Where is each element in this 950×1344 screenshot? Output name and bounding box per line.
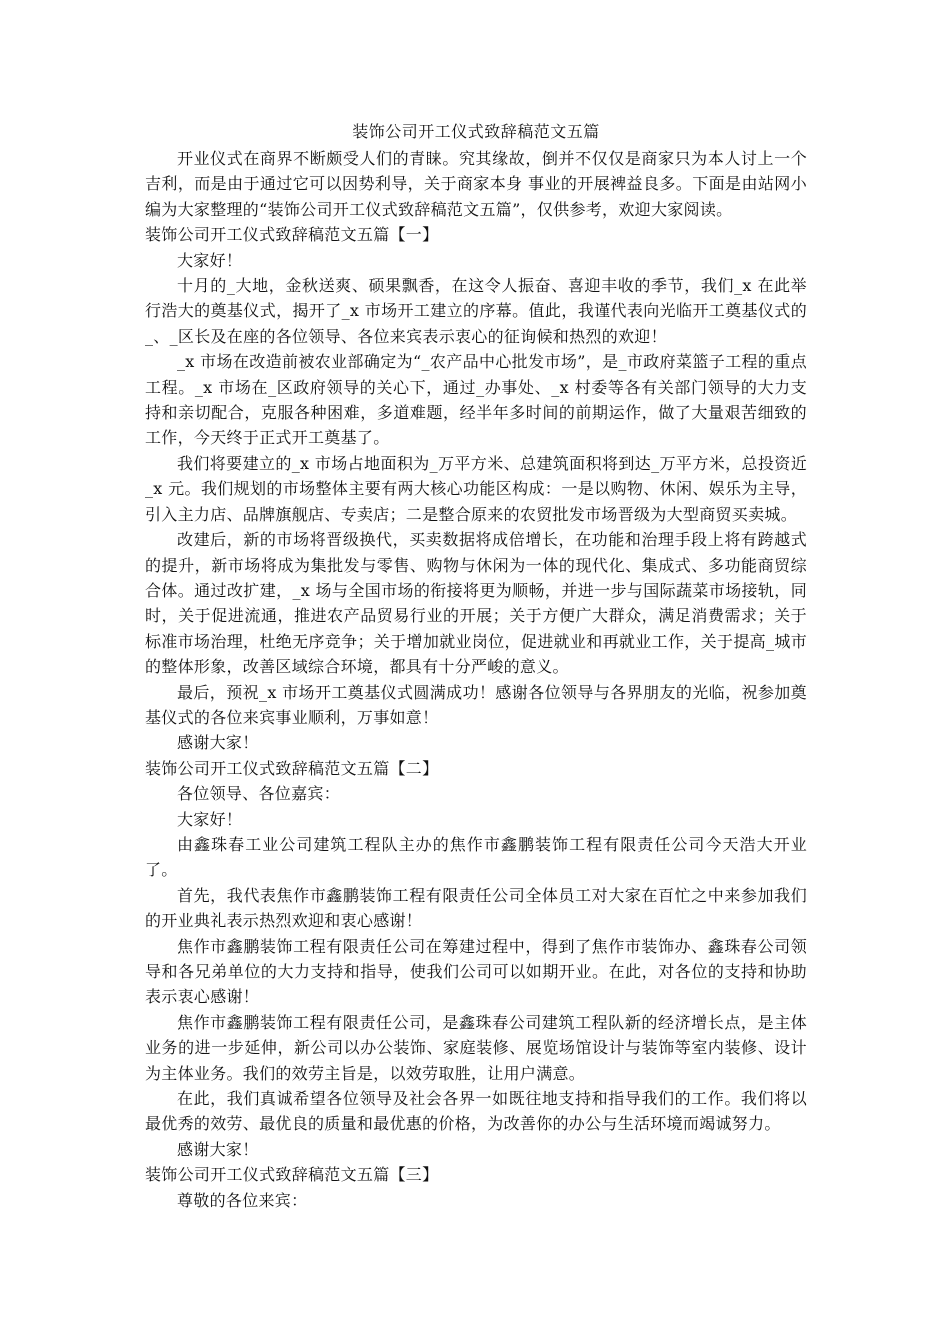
section-heading: 装饰公司开工仪式致辞稿范文五篇【三】 [145, 1165, 439, 1185]
paragraph: 大家好！ [177, 809, 243, 829]
paragraph: 感谢大家！ [177, 1139, 259, 1159]
section-heading: 装饰公司开工仪式致辞稿范文五篇【二】 [145, 758, 439, 778]
paragraph: 在此，我们真诚希望各位领导及社会各界一如既往地支持和指导我们的工作。我们将以最优秀的效劳、最优良的质量和最优惠的价格，为改善你的办公与生活环境而竭诚努力。 [145, 1089, 807, 1134]
section-2 [145, 756, 807, 1163]
paragraph: 改建后，新的市场将晋级换代，买卖数据将成倍增长，在功能和治理手段上将有跨越式的提升，新市场将成为集批发与零售、购物与休闲为一体的现代化、集成式、多功能商贸综合体。通过改扩建，_x 场与全国市场的衔接将更为顺畅，并进一步与国际蔬菜市场接轨，同时，关于促进流通，推进农产品贸易行业的开展；关于方便广大群众，满足消费需求；关于标准市场治理，杜绝无序竞争；关于增加就业岗位，促进就业和再就业工作，关于提高_城市的整体形象，改善区域综合环境，都具有十分严峻的意义。 [145, 530, 807, 677]
paragraph: _x 市场在改造前被农业部确定为“_农产品中心批发市场”，是_市政府菜篮子工程的重点工程。_x 市场在_区政府领导的关心下，通过_办事处、_x 村委等各有关部门领导的大力支持和亲切配合，克服各种困难，多道难题，经半年多时间的前期运作，做了大量艰苦细致的工作，今天终于正式开工奠基了。 [145, 352, 807, 448]
paragraph: 焦作市鑫鹏装饰工程有限责任公司在筹建过程中，得到了焦作市装饰办、鑫珠春公司领导和各兄弟单位的大力支持和指导，使我们公司可以如期开业。在此，对各位的支持和协助表示衷心感谢！ [145, 936, 807, 1007]
section-heading: 装饰公司开工仪式致辞稿范文五篇【一】 [145, 225, 439, 245]
section-3 [145, 1162, 807, 1213]
paragraph: 最后，预祝_x 市场开工奠基仪式圆满成功！感谢各位领导与各界朋友的光临，祝参加奠基仪式的各位来宾事业顺利，万事如意！ [145, 682, 807, 727]
paragraph: 十月的_大地，金秋送爽、硕果飘香，在这令人振奋、喜迎丰收的季节，我们_x 在此举行浩大的奠基仪式，揭开了_x 市场开工建立的序幕。值此，我谨代表向光临开工奠基仪式的_、_区长及在座的各位领导、各位来宾表示衷心的征询候和热烈的欢迎！ [145, 276, 807, 346]
paragraph: 各位领导、各位嘉宾： [177, 784, 341, 804]
paragraph: 首先，我代表焦作市鑫鹏装饰工程有限责任公司全体员工对大家在百忙之中来参加我们的开业典礼表示热烈欢迎和衷心感谢！ [145, 885, 807, 931]
document-page [145, 120, 807, 1213]
paragraph: 尊敬的各位来宾： [177, 1190, 308, 1210]
document-title: 装饰公司开工仪式致辞稿范文五篇 [352, 122, 600, 141]
section-1 [145, 222, 807, 756]
paragraph: 由鑫珠春工业公司建筑工程队主办的焦作市鑫鹏装饰工程有限责任公司今天浩大开业了。 [145, 834, 807, 880]
paragraph: 焦作市鑫鹏装饰工程有限责任公司，是鑫珠春公司建筑工程队新的经济增长点，是主体业务的进一步延伸，新公司以办公装饰、家庭装修、展览场馆设计与装饰等室内装修、设计为主体业务。我们的效劳主旨是，以效劳取胜，让用户满意。 [145, 1012, 807, 1083]
intro-paragraph: 开业仪式在商界不断颇受人们的青睐。究其缘故，倒并不仅仅是商家只为本人讨上一个吉利，而是由于通过它可以因势利导，关于商家本身 事业的开展裨益良多。下面是由站网小编为大家整理的“装饰公司开工仪式致辞稿范文五篇”，仅供参考，欢迎大家阅读。 [145, 149, 807, 219]
paragraph: 感谢大家！ [177, 733, 259, 753]
paragraph: 大家好！ [177, 250, 243, 270]
paragraph: 我们将要建立的_x 市场占地面积为_万平方米、总建筑面积将到达_万平方米，总投资近_x 元。我们规划的市场整体主要有两大核心功能区构成：一是以购物、休闲、娱乐为主导，引入主力店、品牌旗舰店、专卖店；二是整合原来的农贸批发市场晋级为大型商贸买卖城。 [145, 453, 807, 524]
